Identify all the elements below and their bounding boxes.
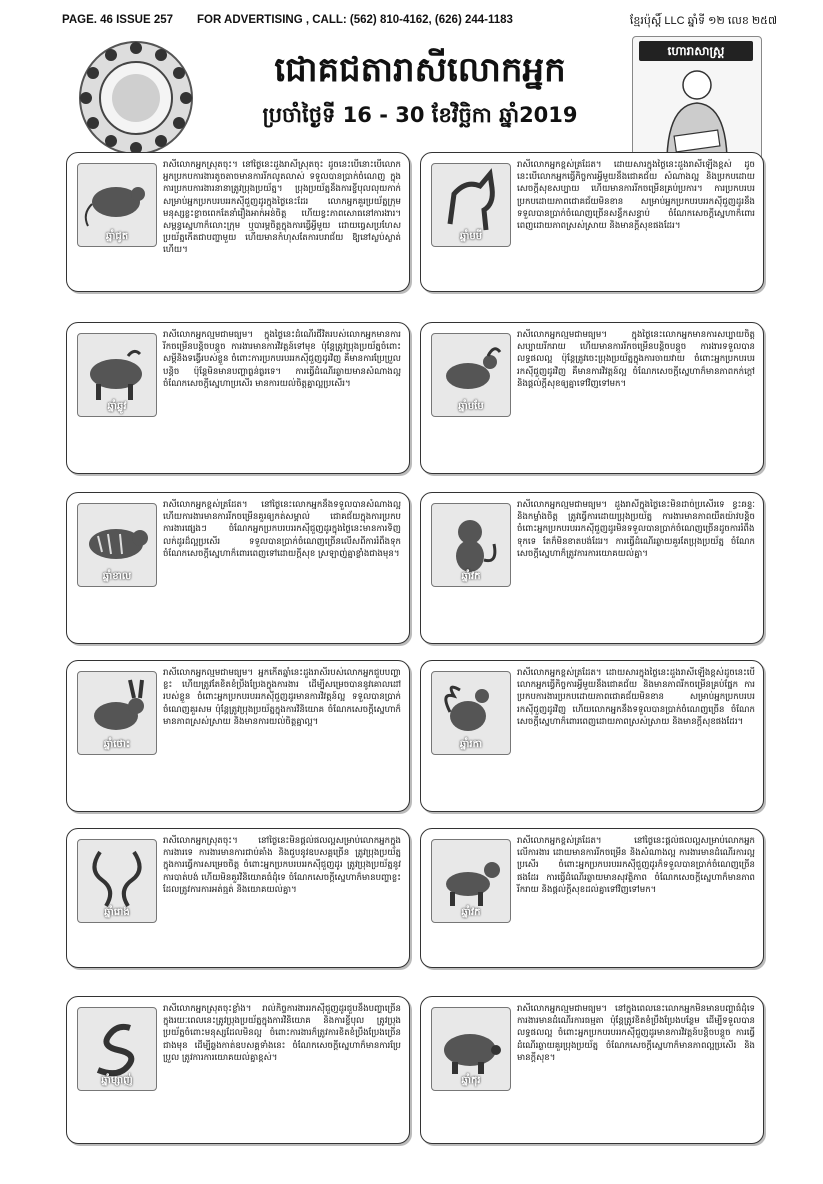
sign-label: ឆ្នាំថោះ [103,739,131,750]
sign-label: ឆ្នាំជូត [105,231,129,242]
sign-label: ឆ្នាំវក [461,907,481,918]
dragon-icon [77,839,157,923]
sign-label: ឆ្នាំរោង [104,907,130,918]
sign-label: ឆ្នាំឆ្លូវ [107,401,127,412]
page-subtitle: ប្រចាំថ្ងៃទី 16 - 30 ខែវិច្ឆិកា ឆ្នាំ2019 [262,103,578,127]
horoscope-box [66,996,410,1144]
horoscope-text: រាសីលោកអ្នកល្មមជាមធ្យម។ ក្នុងថ្ងៃនេះលោកអ្នកមានការសប្បាយចិត្ត សប្បាយរីករាយ ហើយមានការរីកចម្រើនបន្តិចបន្តួច ការងារទទួលបានលទ្ធផលល្អ ប៉ុន្តែត្រូវចេះប្រុងប្រយ័ត្នក្នុងការចាយវាយ ចំពោះអ្នកប្រកបរបររកស៊ីជួញដូរវិញ គឺមានការវិវត្តន៍ល្អ ចំណែកសេចក្តីស្នេហាក៏មានភាពកក់ក្តៅ និងផ្តល់ក្តីសុខឲ្យគ្នាទៅវិញទៅមក។ [517,330,755,389]
horoscope-text: រាសីលោកអ្នកខ្ពស់ត្រដែត។ ដោយសារក្នុងថ្ងៃនេះដួងរាសីឡើងខ្ពស់ ដូចនេះបើលោកអ្នកធ្វើកិច្ចការអ្វីមួយនឹងជោគជ័យ សំណាងល្អ និងប្រកបដោយសេចក្តីសុខសប្បាយ ហើយមានការរីកចម្រើនគ្រប់ប្រការ។ ការប្រកបរបរប្រកបដោយភាពជោគជ័យមិនខាន សម្រាប់អ្នកប្រកបរបររកស៊ីជួញដូរនឹងទទួលបានប្រាក់ចំណេញច្រើនសន្ធឹកសន្ធាប់ ចំណែកសេចក្តីស្នេហាក៏ពោរពេញដោយភាពស្រស់ស្រាយ និងមានក្តីសុខផងដែរ។ [517,160,755,232]
rat-icon [77,163,157,247]
horoscope-text: រាសីលោកអ្នកល្មមជាមធ្យម។ ក្នុងថ្ងៃនេះដំណើរជីវិតរបស់លោកអ្នកមានការរីកចម្រើនបន្តិចបន្តួច ការងារមានការវិវត្តន៍ទៅមុខ ប៉ុន្តែត្រូវប្រុងប្រយ័ត្នចំពោះសម្តីនិងទង្វើរបស់ខ្លួន ចំពោះការប្រកបរបររកស៊ីជួញដូរវិញ គឺមានការប្រែប្រួលបន្តិច ប៉ុន្តែមិនមានបញ្ហាធ្ងន់ធ្ងរទេ។ ការធ្វើដំណើរឆ្ងាយមានសំណាងល្អ ចំណែកសេចក្តីស្នេហាប្រសើរ មានការយល់ចិត្តគ្នាល្អប្រសើរ។ [163,330,401,389]
rooster-icon [431,671,511,755]
horoscope-box [66,152,410,292]
ox-icon [77,333,157,417]
page-title: ជោគជតារាសីលោកអ្នក [274,50,566,90]
horoscope-box [66,492,410,644]
publisher-line: ខ្មែរប៉ុស្តិ៍ LLC ឆ្នាំទី ១២ លេខ ២៥៧ [629,15,777,27]
horoscope-text: រាសីលោកអ្នកស្រុតចុះ។ នៅថ្ងៃនេះមិនផ្តល់ផលល្អសម្រាប់លោកអ្នកក្នុងការងារទេ ការងារមានការជាប់គាំង និងជួបនូវឧបសគ្គច្រើន ត្រូវប្រុងប្រយ័ត្នក្នុងការធ្វើការសម្រេចចិត្ត ចំពោះអ្នកប្រកបរបររកស៊ីជួញដូរ ត្រូវប្រុងប្រយ័ត្ននូវការបាត់បង់ ហើយមិនគួរវិនិយោគធំដុំទេ ចំណែកសេចក្តីស្នេហាក៏មានបញ្ហាខ្លះ ដែលត្រូវការការអត់ធ្មត់ និងយោគយល់គ្នា។ [163,836,401,895]
page-issue: PAGE. 46 ISSUE 257 [62,14,174,26]
dog-icon [431,839,511,923]
horoscope-text: រាសីលោកអ្នកខ្ពស់ត្រដែត។ ដោយសារក្នុងថ្ងៃនេះដួងរាសីឡើងខ្ពស់ដូចនេះបើលោកអ្នកធ្វើកិច្ចការអ្វីមួយនឹងជោគជ័យ និងមានភាពរីកចម្រើនគ្រប់ផ្នែក ការប្រកបការងារប្រកបដោយភាពជោគជ័យមិនខាន សម្រាប់អ្នកប្រកបរបររកស៊ីជួញដូរវិញ ហើយលោកអ្នកនឹងទទួលបានប្រាក់ចំណេញច្រើន ចំណែកសេចក្តីស្នេហាក៏ពោរពេញដោយភាពស្រស់ស្រាយ និងមានក្តីសុខផងដែរ។ [517,668,755,727]
sign-label: ឆ្នាំវក [461,571,481,582]
horoscope-box [420,322,764,474]
horoscope-text: រាសីលោកអ្នកល្មមជាមធ្យម។ ដួងរាសីក្នុងថ្ងៃនេះមិនដាច់ប្រសើរទេ ខ្វះឆន្ទៈនិងកម្លាំងចិត្ត ត្រូវធ្វើការដោយប្រុងប្រយ័ត្ន ការងារមានភាពយឺតយ៉ាវបន្តិច ចំពោះអ្នកប្រកបរបររកស៊ីជួញដូរមិនទទួលបានប្រាក់ចំណេញច្រើនដូចការរំពឹងទុកទេ តែក៏មិនខាតបង់ដែរ។ ការធ្វើដំណើរឆ្ងាយគួរតែប្រុងប្រយ័ត្ន ចំណែកសេចក្តីស្នេហាក៏ត្រូវការការយោគយល់គ្នា។ [517,500,755,559]
rabbit-icon [77,671,157,755]
logo-label: ហោរាសាស្ត្រ [639,41,753,61]
astrology-logo [632,36,762,170]
snake-icon [77,1007,157,1091]
horoscope-text: រាសីលោកអ្នកស្រុតចុះ។ នៅថ្ងៃនេះដួងរាសីស្រុតចុះ ដូចនេះបើនោះបើលោកអ្នកប្រកបការងារតូចតាចមានការរីកលូតលាស់ ទទួលបានប្រាក់ចំណេញ ក្នុងការប្រកបការងារនានាត្រូវប្រុងប្រយ័ត្ន។ ប្រុងប្រយ័ត្ននឹងការខ្ចីបុលលុយកាក់ សម្រាប់អ្នកប្រកបរបររកស៊ីជួញដូរក្នុងថ្ងៃនេះដែរ លោកអ្នកគួរប្រយ័ត្នក្រុមមនុស្សខ្លះខ្លាចពេកតែនាំរឿងអាក់អន់ចិត្ត ហើយខ្វះភាពសោធនៅការងារ។ សម្ពន្ធស្នេហាក៏លោះក្រុម ឬបារម្ភចិត្តក្នុងការធ្វើអ្វីមួយ ដោយធ្វេសប្រហែស ប្រយ័ត្នកើតជាបញ្ហាមួយ ហើយមានកំហុសតែការបរាជ័យ ឱ្យនៅស្ងប់ស្ងាត់ហើយ។ [163,160,401,256]
horse-icon [431,163,511,247]
monkey-icon [431,503,511,587]
sign-label: ឆ្នាំកុរ [461,1075,481,1086]
tiger-icon [77,503,157,587]
advertising-line: FOR ADVERTISING , CALL: (562) 810-4162, (626) 244-1183 [197,14,513,26]
sign-label: ឆ្នាំម្សាញ់ [101,1075,133,1086]
sign-label: ឆ្នាំមមី [459,231,483,242]
horoscope-text: រាសីលោកអ្នកខ្ពស់ត្រដែត។ នៅថ្ងៃនេះលោកអ្នកនឹងទទួលបានសំណាងល្អ ហើយការងារមានការរីកចម្រើនគួរឲ្យកត់សម្គាល់ ជោគជ័យក្នុងការប្រកបការងារផ្សេងៗ ចំណែកអ្នកប្រកបរបររកស៊ីជួញដូរក្នុងថ្ងៃនេះមានការទិញលក់ដូរដ៏ល្អប្រសើរ ទទួលបានប្រាក់ចំណេញច្រើនលើសពីការរំពឹងទុក ចំណែកសេចក្តីស្នេហាក៏ពោរពេញទៅដោយក្តីសុខ ស្រឡាញ់គ្នាខ្លាំងជាងមុន។ [163,500,401,559]
horoscope-text: រាសីលោកអ្នកខ្ពស់ត្រដែត។ នៅថ្ងៃនេះផ្តល់ផលល្អសម្រាប់លោកអ្នកលើការងារ ដោយមានការរីកចម្រើន និងសំណាងល្អ ការងារមានដំណើរការល្អប្រសើរ ចំពោះអ្នកប្រកបរបររកស៊ីជួញដូរក៏ទទួលបានប្រាក់ចំណេញច្រើនផងដែរ ការធ្វើដំណើរឆ្ងាយមានសុវត្ថិភាព ចំណែកសេចក្តីស្នេហាក៏មានភាពរីករាយ និងផ្តល់ក្តីសុខដល់គ្នាទៅវិញទៅមក។ [517,836,755,895]
sign-label: ឆ្នាំរកា [459,739,483,750]
horoscope-box [420,996,764,1144]
goat-icon [431,333,511,417]
horoscope-box [66,660,410,812]
horoscope-box [420,660,764,812]
horoscope-text: រាសីលោកអ្នកស្រុតចុះខ្លាំង។ រាល់កិច្ចការងាររកស៊ីជួញដូរជួបនឹងបញ្ហាច្រើន ក្នុងរយៈពេលនេះត្រូវប្រុងប្រយ័ត្នក្នុងការវិនិយោគ និងការខ្ចីបុល ត្រូវប្រុងប្រយ័ត្នចំពោះមនុស្សដែលមិនល្អ ចំពោះការងារក៏ត្រូវការខិតខំប្រឹងប្រែងច្រើនជាងមុន ដើម្បីឆ្លងកាត់ឧបសគ្គទាំងនេះ ចំណែកសេចក្តីស្នេហាក៏មានការប្រែប្រួល ត្រូវការការយោគយល់គ្នាខ្ពស់។ [163,1004,401,1063]
sign-label: ឆ្នាំខាល [102,571,132,582]
horoscope-box [420,828,764,968]
horoscope-box [420,492,764,644]
horoscope-text: រាសីលោកអ្នកល្មមជាមធ្យម។ អ្នកកើតឆ្នាំនេះដួងរាសីរបស់លោកអ្នកជួបបញ្ហាខ្លះ ហើយត្រូវតែខិតខំប្រឹងប្រែងក្នុងការងារ ដើម្បីសម្រេចបាននូវគោលដៅរបស់ខ្លួន ចំពោះអ្នកប្រកបរបររកស៊ីជួញដូរមានការវិវត្តន៍ល្អ ទទួលបានប្រាក់ចំណេញគួរសម ប៉ុន្តែត្រូវប្រុងប្រយ័ត្នក្នុងការវិនិយោគ ចំណែកសេចក្តីស្នេហាក៏មានភាពស្រស់ស្រាយ និងមានការយល់ចិត្តគ្នាល្អ។ [163,668,401,727]
horoscope-box [66,322,410,474]
horoscope-box [66,828,410,968]
astrologer-icon [633,37,761,169]
sign-label: ឆ្នាំមមែ [458,401,484,412]
page-header [62,14,777,32]
horoscope-box [420,152,764,292]
horoscope-text: រាសីលោកអ្នកល្មមជាមធ្យម។ នៅក្នុងពេលនេះលោកអ្នកមិនមានបញ្ហាធំដុំទេ ការងារមានដំណើរការធម្មតា ប៉ុន្តែត្រូវខិតខំប្រឹងប្រែងបន្ថែម ដើម្បីទទួលបានលទ្ធផលល្អ ចំពោះអ្នកប្រកបរបររកស៊ីជួញដូរមានការវិវត្តន៍បន្តិចបន្តួច ការធ្វើដំណើរឆ្ងាយគួរប្រុងប្រយ័ត្ន ចំណែកសេចក្តីស្នេហាក៏មានភាពល្អប្រសើរ និងមានក្តីសុខ។ [517,1004,755,1063]
pig-icon [431,1007,511,1091]
zodiac-wheel-icon [62,38,210,158]
